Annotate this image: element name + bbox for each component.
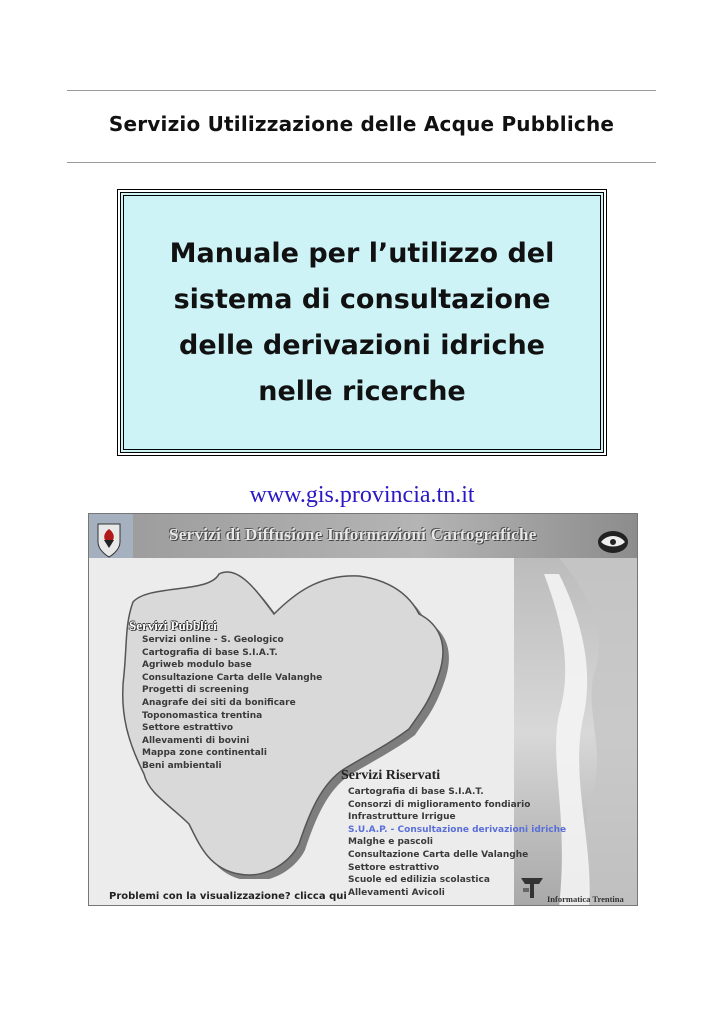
public-service-item[interactable]: Settore estrattivo xyxy=(142,723,234,734)
public-service-item[interactable]: Toponomastica trentina xyxy=(142,710,263,721)
display-help-link[interactable]: Problemi con la visualizzazione? clicca qui xyxy=(109,891,347,902)
public-service-item[interactable]: Agriweb modulo base xyxy=(142,660,252,671)
reserved-service-item[interactable]: Malghe e pascoli xyxy=(348,837,433,848)
public-services-heading: Servizi Pubblici xyxy=(129,618,217,633)
reserved-service-item[interactable]: Cartografia di base S.I.A.T. xyxy=(348,787,484,797)
reserved-service-item[interactable]: Allevamenti Avicoli xyxy=(348,887,445,898)
public-services-list xyxy=(142,634,322,773)
public-service-item[interactable]: Allevamenti di bovini xyxy=(142,735,250,746)
reserved-service-item[interactable]: Consorzi di miglioramento fondiario xyxy=(348,799,531,810)
title-box xyxy=(120,192,604,453)
public-service-item[interactable]: Progetti di screening xyxy=(142,685,249,696)
top-rule xyxy=(67,90,656,91)
reserved-services-heading: Servizi Riservati xyxy=(341,768,441,783)
portal-screenshot xyxy=(88,513,638,906)
public-service-item[interactable]: Anagrafe dei siti da bonificare xyxy=(142,697,296,708)
public-service-item[interactable]: Mappa zone continentali xyxy=(142,748,267,759)
reserved-service-item[interactable]: Infrastrutture Irrigue xyxy=(348,812,456,823)
public-service-item[interactable]: Consultazione Carta delle Valanghe xyxy=(142,672,323,683)
reserved-service-item-suap[interactable]: S.U.A.P. - Consultazione derivazioni idriche xyxy=(348,824,567,835)
snake-logo-icon xyxy=(595,526,631,556)
informatica-trentina-label: Informatica Trentina xyxy=(547,894,624,904)
reserved-service-item[interactable]: Consultazione Carta delle Valanghe xyxy=(348,849,529,860)
site-url-link[interactable]: www.gis.provincia.tn.it xyxy=(249,482,475,508)
public-service-item[interactable]: Cartografia di base S.I.A.T. xyxy=(142,647,278,658)
crest-icon xyxy=(95,520,123,560)
portal-title: Servizi di Diffusione Informazioni Cartografiche xyxy=(169,525,537,544)
public-service-item[interactable]: Beni ambientali xyxy=(142,760,222,771)
manual-title: Manuale per l’utilizzo del sistema di consultazione delle derivazioni idriche nelle ricerche xyxy=(169,237,555,407)
reserved-service-item[interactable]: Settore estrattivo xyxy=(348,862,440,873)
informatica-trentina-logo-icon xyxy=(519,874,545,900)
portal-header xyxy=(89,514,638,558)
public-service-item[interactable]: Servizi online - S. Geologico xyxy=(142,635,284,645)
service-name: Servizio Utilizzazione delle Acque Pubbliche xyxy=(108,112,615,136)
header-bottom-rule xyxy=(67,162,656,163)
reserved-service-item[interactable]: Scuole ed edilizia scolastica xyxy=(348,875,490,886)
